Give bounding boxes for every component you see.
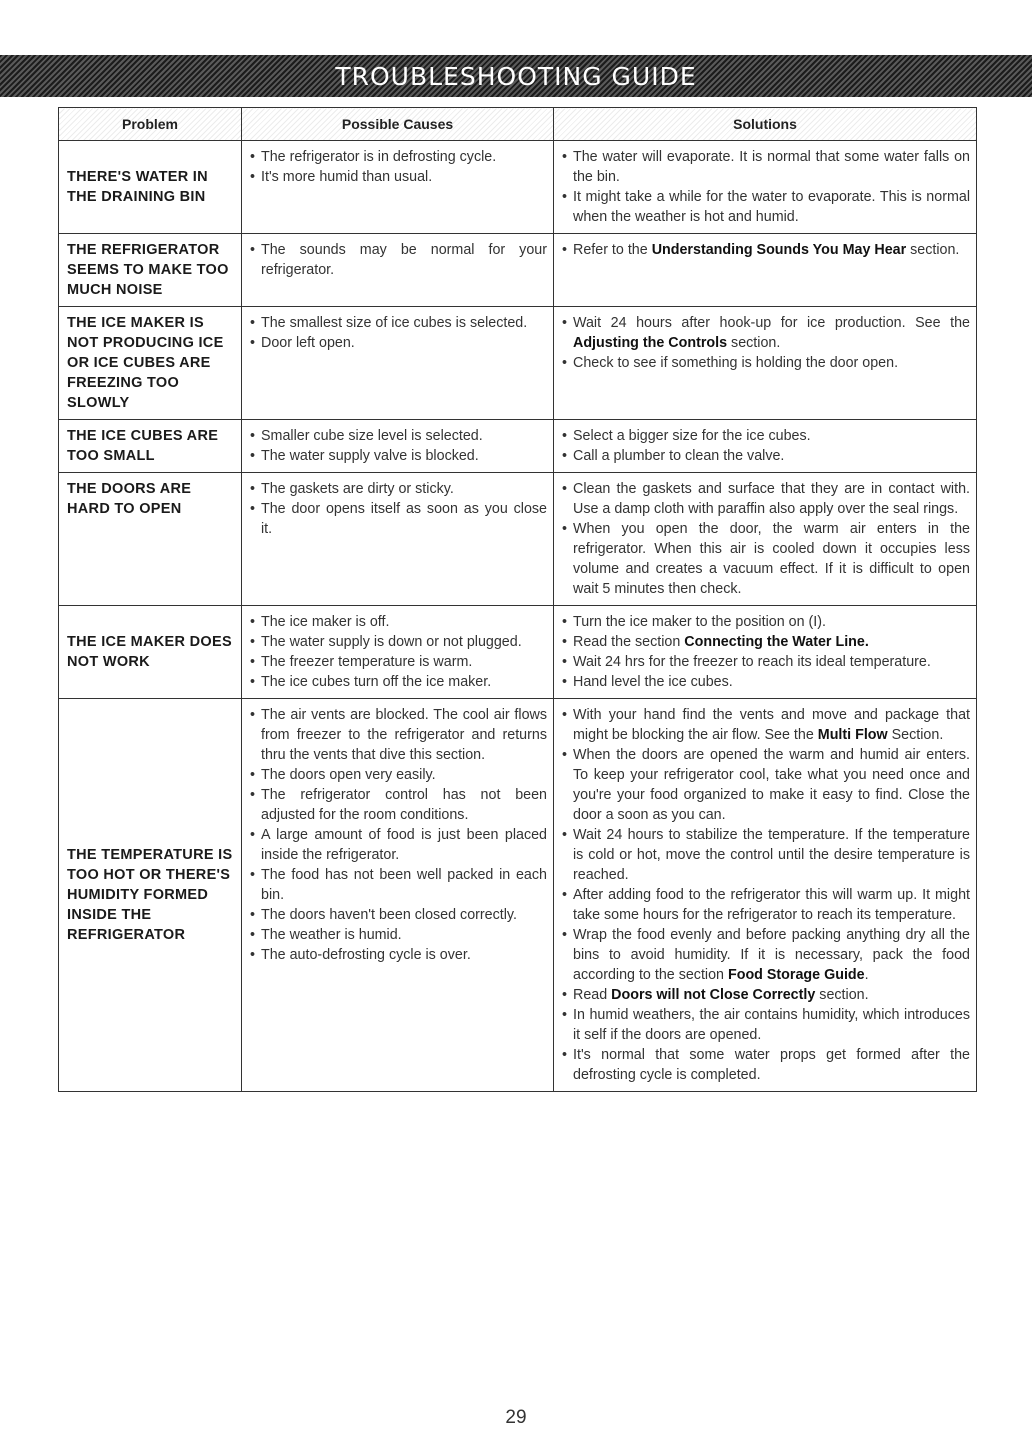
troubleshooting-table — [58, 107, 977, 1092]
cause-item: • The sounds may be normal for your refrigerator. — [248, 240, 547, 280]
cause-cell — [242, 234, 554, 307]
solution-cell — [554, 234, 977, 307]
page-number: 29 — [505, 1407, 527, 1428]
solution-item: • Check to see if something is holding the door open. — [560, 353, 970, 373]
cause-item: • It's more humid than usual. — [248, 167, 547, 187]
cause-item: • The gaskets are dirty or sticky. — [248, 479, 547, 499]
solution-item: • Read the section Connecting the Water Line. — [560, 632, 970, 652]
header-banner — [0, 55, 1032, 97]
table-row — [59, 234, 977, 307]
solution-item: • When the doors are opened the warm and humid air enters. To keep your refrigerator cool, take what you need once and you're your food organized to make it easy to find. Close the door a soon as you can. — [560, 745, 970, 825]
cause-item: • The refrigerator is in defrosting cycle. — [248, 147, 547, 167]
solution-cell — [554, 606, 977, 699]
solution-item: • Wait 24 hours after hook-up for ice production. See the Adjusting the Controls section. — [560, 313, 970, 353]
problem-cell: THERE'S WATER IN THE DRAINING BIN — [59, 141, 242, 234]
solution-item: • Turn the ice maker to the position on (I). — [560, 612, 970, 632]
cause-item: • The doors haven't been closed correctly. — [248, 905, 547, 925]
column-header-causes: Possible Causes — [242, 108, 554, 141]
cause-cell — [242, 606, 554, 699]
cause-item: • The weather is humid. — [248, 925, 547, 945]
problem-cell: THE ICE MAKER DOES NOT WORK — [59, 606, 242, 699]
cause-item: • The water supply is down or not plugged. — [248, 632, 547, 652]
page-title: TROUBLESHOOTING GUIDE — [335, 61, 697, 91]
cause-cell — [242, 699, 554, 1092]
cause-item: • The auto-defrosting cycle is over. — [248, 945, 547, 965]
solution-item: • Refer to the Understanding Sounds You May Hear section. — [560, 240, 970, 260]
table-row — [59, 606, 977, 699]
cause-item: • The freezer temperature is warm. — [248, 652, 547, 672]
solution-item: • Wait 24 hrs for the freezer to reach its ideal temperature. — [560, 652, 970, 672]
solution-item: • It's normal that some water props get formed after the defrosting cycle is completed. — [560, 1045, 970, 1085]
cause-cell — [242, 307, 554, 420]
section-reference: Connecting the Water Line. — [684, 634, 869, 650]
table-row — [59, 307, 977, 420]
table-row — [59, 141, 977, 234]
cause-item: • Smaller cube size level is selected. — [248, 426, 547, 446]
solution-cell — [554, 699, 977, 1092]
solution-item: • Clean the gaskets and surface that they are in contact with. Use a damp cloth with paraffin also apply over the seal rings. — [560, 479, 970, 519]
solution-item: • It might take a while for the water to evaporate. This is normal when the weather is hot and humid. — [560, 187, 970, 227]
cause-item: • The refrigerator control has not been adjusted for the room conditions. — [248, 785, 547, 825]
problem-cell: THE ICE CUBES ARE TOO SMALL — [59, 420, 242, 473]
cause-item: • The food has not been well packed in each bin. — [248, 865, 547, 905]
cause-cell — [242, 420, 554, 473]
section-reference: Understanding Sounds You May Hear — [651, 242, 907, 258]
section-reference: Food Storage Guide — [727, 967, 865, 983]
section-reference: Adjusting the Controls — [573, 335, 728, 351]
solution-item: • Wrap the food evenly and before packing anything dry all the bins to avoid humidity. If it is necessary, pack the food according to the section Food Storage Guide. — [560, 925, 970, 985]
solution-item: • Wait 24 hours to stabilize the temperature. If the temperature is cold or hot, move the control until the desire temperature is reached. — [560, 825, 970, 885]
solution-item: • Read Doors will not Close Correctly section. — [560, 985, 970, 1005]
solution-item: • In humid weathers, the air contains humidity, which introduces it self if the doors are opened. — [560, 1005, 970, 1045]
table-header-row — [59, 108, 977, 141]
cause-item: • The ice cubes turn off the ice maker. — [248, 672, 547, 692]
section-reference: Doors will not Close Correctly — [611, 987, 816, 1003]
problem-cell: THE TEMPERATURE IS TOO HOT OR THERE'S HUMIDITY FORMED INSIDE THE REFRIGERATOR — [59, 699, 242, 1092]
cause-item: • The doors open very easily. — [248, 765, 547, 785]
cause-item: • The air vents are blocked. The cool air flows from freezer to the refrigerator and returns thru the vents that dive this section. — [248, 705, 547, 765]
cause-item: • Door left open. — [248, 333, 547, 353]
solution-item: • Select a bigger size for the ice cubes. — [560, 426, 970, 446]
solution-cell — [554, 307, 977, 420]
solution-item: • With your hand find the vents and move and package that might be blocking the air flow. See the Multi Flow Section. — [560, 705, 970, 745]
cause-item: • The water supply valve is blocked. — [248, 446, 547, 466]
cause-item: • The ice maker is off. — [248, 612, 547, 632]
problem-cell: THE ICE MAKER IS NOT PRODUCING ICE OR ICE CUBES ARE FREEZING TOO SLOWLY — [59, 307, 242, 420]
cause-item: • The smallest size of ice cubes is selected. — [248, 313, 547, 333]
cause-cell — [242, 141, 554, 234]
solution-item: • Hand level the ice cubes. — [560, 672, 970, 692]
cause-item: • The door opens itself as soon as you close it. — [248, 499, 547, 539]
problem-cell: THE DOORS ARE HARD TO OPEN — [59, 473, 242, 606]
solution-cell — [554, 420, 977, 473]
solution-item: • After adding food to the refrigerator this will warm up. It might take some hours for the refrigerator to reach its temperature. — [560, 885, 970, 925]
solution-cell — [554, 141, 977, 234]
cause-cell — [242, 473, 554, 606]
table-row — [59, 699, 977, 1092]
column-header-solutions: Solutions — [554, 108, 977, 141]
solution-item: • Call a plumber to clean the valve. — [560, 446, 970, 466]
solution-item: • The water will evaporate. It is normal that some water falls on the bin. — [560, 147, 970, 187]
cause-item: • A large amount of food is just been placed inside the refrigerator. — [248, 825, 547, 865]
problem-cell: THE REFRIGERATOR SEEMS TO MAKE TOO MUCH NOISE — [59, 234, 242, 307]
column-header-problem: Problem — [59, 108, 242, 141]
table-row — [59, 473, 977, 606]
section-reference: Multi Flow — [817, 727, 888, 743]
solution-cell — [554, 473, 977, 606]
solution-item: • When you open the door, the warm air enters in the refrigerator. When this air is cooled down it occupies less volume and creates a vacuum effect. If it is difficult to open wait 5 minutes then check. — [560, 519, 970, 599]
table-row — [59, 420, 977, 473]
